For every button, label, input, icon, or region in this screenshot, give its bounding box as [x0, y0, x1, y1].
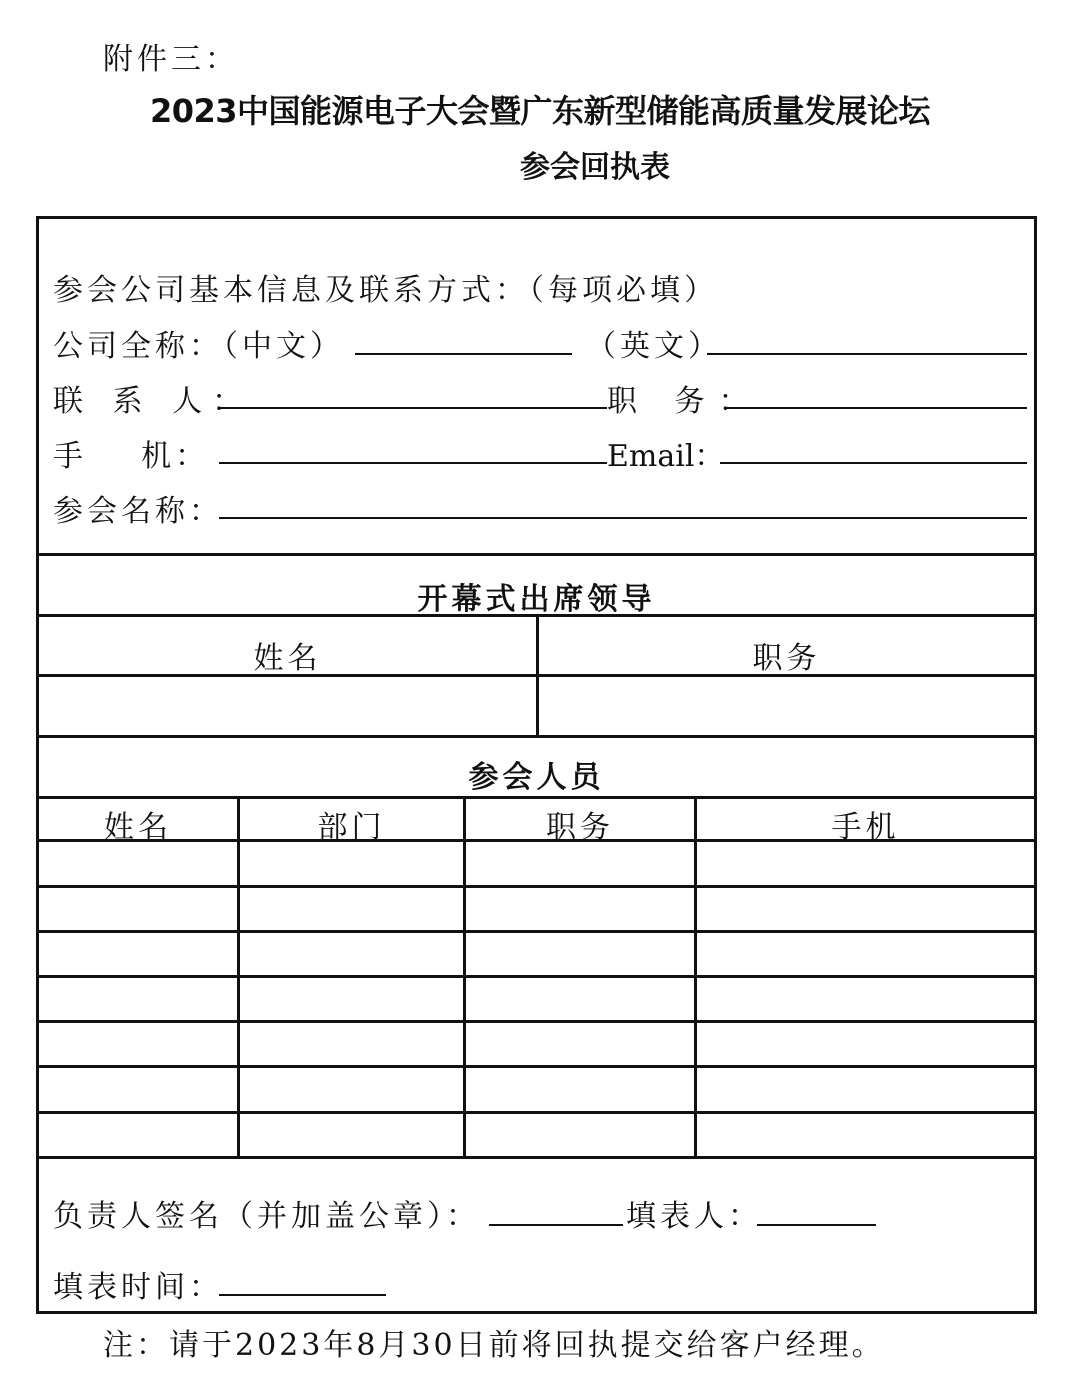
section-divider [39, 735, 1034, 738]
company-name-en-field[interactable] [707, 353, 1027, 355]
attachment-label: 附件三： [103, 42, 239, 77]
row-divider [39, 975, 1034, 978]
column-divider [237, 796, 240, 1156]
form-subtitle: 参会回执表 [520, 150, 670, 185]
row-divider [39, 1065, 1034, 1068]
leader-position-cell[interactable] [539, 677, 1034, 735]
contact-person-label: 联 系 人： [53, 384, 253, 419]
form-title: 2023中国能源电子大会暨广东新型储能高质量发展论坛 [149, 92, 931, 130]
attendee-name-label: 参会名称： [53, 494, 223, 529]
leader-position-header: 职务 [752, 641, 821, 676]
phone-label: 手 机： [53, 439, 210, 474]
company-name-en-label: （英文） [586, 329, 722, 364]
company-info-section-label: 参会公司基本信息及联系方式：（每项必填） [53, 273, 718, 308]
row-divider [39, 885, 1034, 888]
filler-field[interactable] [757, 1224, 876, 1226]
contact-person-field[interactable] [219, 407, 607, 409]
signature-label: 负责人签名（并加盖公章）： [53, 1199, 480, 1234]
company-name-cn-field[interactable] [355, 353, 572, 355]
row-divider [39, 930, 1034, 933]
column-divider [463, 796, 466, 1156]
attendee-name-header: 姓名 [104, 810, 172, 845]
date-label: 填表时间： [53, 1270, 223, 1305]
section-divider [39, 553, 1034, 556]
leader-name-cell[interactable] [39, 677, 536, 735]
attendee-position-header: 职务 [546, 810, 614, 845]
leader-name-header: 姓名 [253, 641, 322, 676]
position-label: 职 务： [607, 384, 763, 419]
attendee-department-header: 部门 [317, 810, 386, 845]
submission-note: 注：请于2023年8月30日前将回执提交给客户经理。 [103, 1328, 885, 1363]
opening-leaders-title: 开幕式出席领导 [417, 582, 656, 617]
row-divider [39, 1111, 1034, 1114]
date-field[interactable] [219, 1294, 386, 1296]
row-divider [39, 796, 1034, 799]
attendees-title: 参会人员 [468, 760, 605, 795]
email-field[interactable] [720, 462, 1027, 464]
phone-field[interactable] [219, 462, 607, 464]
attendee-phone-header: 手机 [831, 810, 900, 845]
row-divider [39, 1020, 1034, 1023]
signature-field[interactable] [489, 1224, 623, 1226]
position-field[interactable] [724, 407, 1027, 409]
section-divider [39, 1156, 1034, 1159]
email-label: Email： [607, 439, 725, 474]
company-name-cn-label: 公司全称：（中文） [53, 329, 344, 364]
attendee-name-field[interactable] [219, 517, 1027, 519]
column-divider [694, 796, 697, 1156]
filler-label: 填表人： [626, 1199, 762, 1234]
registration-form [36, 216, 1037, 1314]
